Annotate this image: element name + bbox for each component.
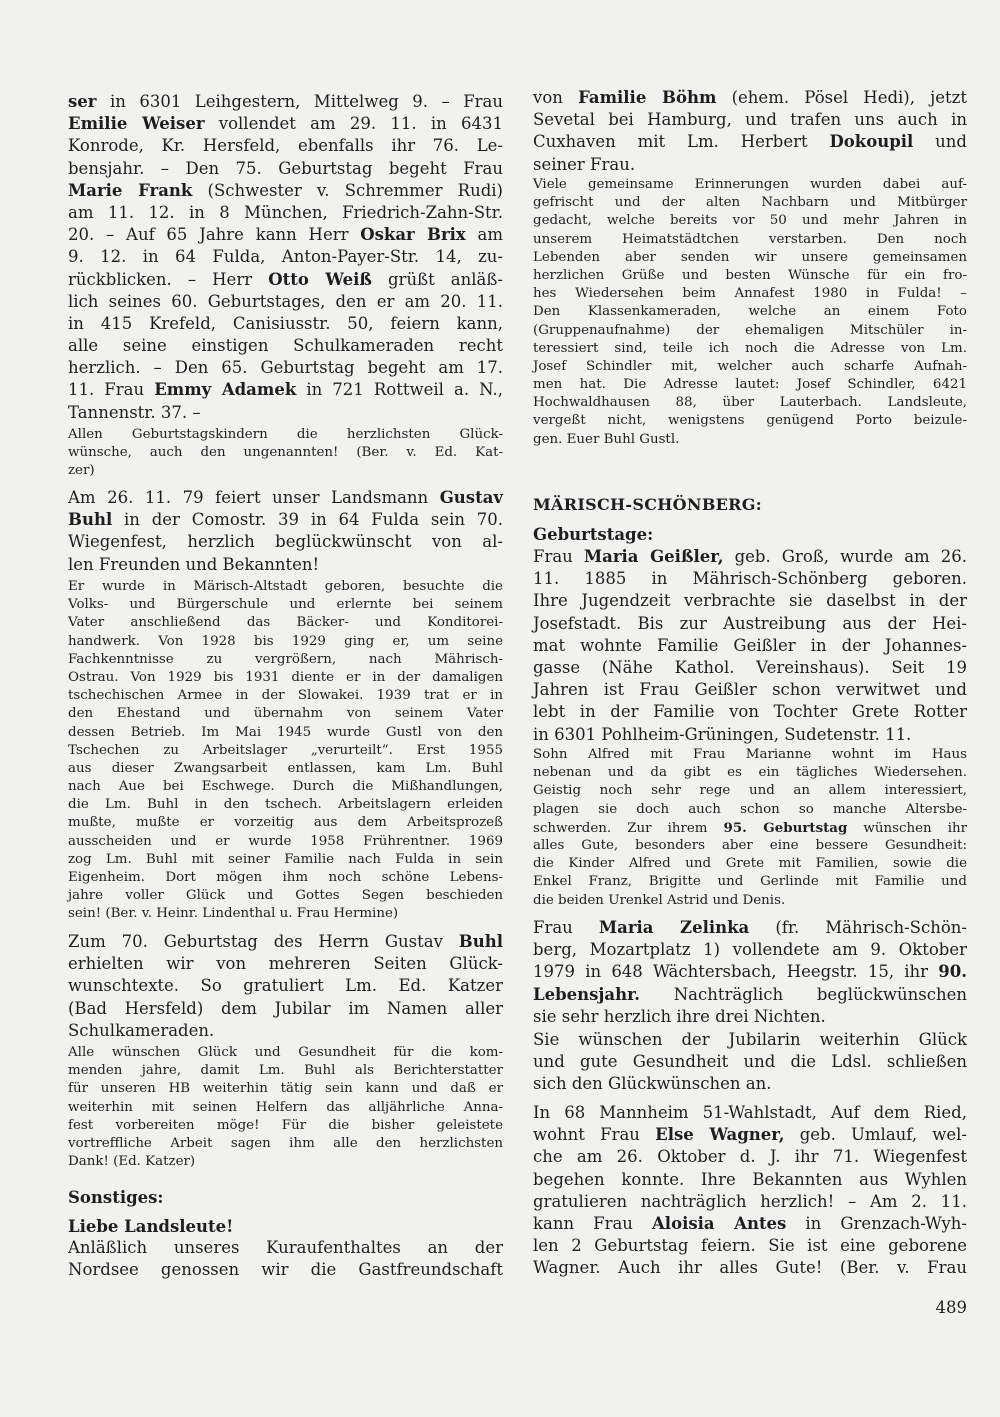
text-run: Nordsee genossen wir die Gastfreundschaft (68, 1260, 503, 1280)
text-run: Volks- und Bürgerschule und erlernte bei seinem (68, 597, 503, 613)
text-run: 11. Frau (68, 380, 155, 400)
text-run: begehen konnte. Ihre Bekannten aus Wyhlen (533, 1169, 967, 1189)
text-line (533, 939, 967, 961)
text-line (533, 285, 967, 303)
text-line (68, 1117, 503, 1135)
jubilarin-wishes-paragraph (533, 1029, 967, 1096)
text-run: Wagner. Auch ihr alles Gute! (Ber. v. Frau (533, 1258, 967, 1278)
text-run: mat wohnte Familie Geißler in der Johannes- (533, 635, 967, 655)
text-run: vollendet am 29. 11. in 6431 (204, 114, 503, 134)
text-run: in 721 Rottweil a. N., (296, 380, 504, 400)
text-line (68, 402, 503, 424)
text-line (68, 778, 503, 796)
text-line (533, 917, 967, 939)
text-line (533, 724, 967, 746)
text-run: handwerk. Von 1928 bis 1929 ging er, um seine (68, 633, 503, 649)
text-run: Er wurde in Märisch-Altstadt geboren, besuchte die (68, 579, 503, 594)
text-line (533, 1124, 967, 1146)
text-line (68, 724, 503, 742)
text-run: Cuxhaven mit Lm. Herbert (533, 132, 830, 152)
text-line (68, 357, 503, 379)
text-run: grüßt anläß- (371, 269, 503, 289)
text-line (533, 613, 967, 635)
text-run: berg, Mozartplatz 1) vollendete am 9. Oktober (533, 940, 967, 960)
text-line (68, 869, 503, 887)
text-line (68, 313, 503, 335)
text-line (68, 833, 503, 851)
text-line (533, 431, 967, 449)
text-run: unserem Heimatstädtchen verstarben. Den noch (533, 231, 967, 247)
text-line (68, 158, 503, 180)
text-line (68, 742, 503, 760)
letter-opening-paragraph (68, 1237, 503, 1281)
text-run: hes Wiedersehen beim Annafest 1980 in Fulda! – (533, 286, 967, 302)
text-line (68, 1237, 503, 1259)
birthday-congratulations-paragraph (68, 931, 503, 1042)
text-run: in der Comostr. 39 in 64 Fulda sein 70. (112, 510, 503, 530)
maria-geissler-family-note (533, 746, 967, 910)
text-run: schwerden. Zur ihrem (533, 820, 724, 836)
text-line (68, 554, 503, 576)
text-run: 1979 in 648 Wächtersbach, Heegstr. 15, ihr (533, 962, 939, 982)
letter-salutation (68, 1216, 503, 1238)
else-wagner-paragraph (533, 1102, 967, 1280)
text-run: Josef Schindler mit, welcher auch scharfe Aufnah- (533, 358, 967, 374)
text-run: weiterhin mit seinen Helfern das alljährliche Anna- (68, 1099, 503, 1115)
birthday-list-paragraph (68, 91, 503, 424)
text-run: Dank! (Ed. Katzer) (68, 1154, 196, 1170)
text-run: wünschen ihr (847, 820, 967, 836)
text-run: gedacht, welche bereits vor 50 und mehr Jahren in (533, 213, 967, 229)
bold-name: Otto Weiß (268, 269, 372, 289)
subheading-geburtstage (533, 524, 967, 546)
page-number: 489 (935, 1298, 967, 1317)
text-line (68, 633, 503, 651)
text-line (68, 614, 503, 632)
text-line (68, 931, 503, 953)
text-line (68, 269, 503, 291)
text-run: (Schwester v. Schremmer Rudi) (192, 180, 503, 200)
greetings-note (68, 426, 503, 481)
text-line (533, 376, 967, 394)
text-line (533, 303, 967, 321)
text-run: Hochwaldhausen 88, über Lauterbach. Landsleute, (533, 395, 967, 411)
text-line (68, 596, 503, 614)
text-line (533, 1213, 967, 1235)
section-heading-maerisch-schoenberg (533, 494, 967, 516)
text-line (533, 782, 967, 800)
text-run: Tannenstr. 37. – (68, 402, 201, 422)
text-line (68, 1216, 503, 1238)
text-line (533, 546, 967, 568)
text-run: Geburtstage: (533, 525, 654, 544)
text-run: den Ehestand und übernahm von seinem Vater (68, 706, 503, 722)
text-run: che am 26. Oktober d. J. ihr 71. Wiegenfest (533, 1147, 967, 1167)
text-run: die Kinder Alfred und Grete mit Familien, sowie die (533, 856, 967, 872)
text-run: für unseren HB weiterhin tätig sein kann und daß er (68, 1081, 503, 1097)
text-line (533, 837, 967, 855)
text-line (533, 1051, 967, 1073)
text-run: Am 26. 11. 79 feiert unser Landsmann (68, 488, 440, 507)
text-line (533, 873, 967, 891)
text-run: Lebenden aber senden wir unsere gemeinsamen (533, 249, 967, 265)
text-run: menden jahre, damit Lm. Buhl als Berichterstatter (68, 1063, 503, 1079)
text-line (68, 1099, 503, 1117)
text-run: Geistig noch sehr rege und an allem interessiert, (533, 783, 967, 799)
text-line (68, 760, 503, 778)
text-line (533, 746, 967, 764)
text-line (533, 892, 967, 910)
text-run: Ihre Jugendzeit verbrachte sie daselbst in der (533, 591, 967, 611)
text-line (533, 267, 967, 285)
text-line (68, 135, 503, 157)
text-run: Josefstadt. Bis zur Austreibung aus der Hei- (533, 613, 967, 633)
text-line (68, 687, 503, 705)
bold-name: 90. (938, 962, 967, 982)
text-run: zog Lm. Buhl mit seiner Familie nach Fulda in sein (68, 851, 503, 867)
text-line (533, 961, 967, 983)
text-line (533, 109, 967, 131)
text-line (68, 180, 503, 202)
text-run: in 415 Krefeld, Canisiusstr. 50, feiern kann, (68, 313, 503, 333)
text-line (68, 379, 503, 401)
bold-name: Familie Böhm (578, 88, 717, 107)
text-run: lich seines 60. Geburtstages, den er am 20. 11. (68, 291, 503, 311)
text-run: Anläßlich unseres Kuraufenthaltes an der (68, 1238, 503, 1257)
text-line (533, 1257, 967, 1279)
text-run: 11. 1885 in Mährisch-Schönberg geboren. (533, 569, 967, 589)
bold-name: Oskar Brix (360, 225, 466, 245)
text-run: Konrode, Kr. Hersfeld, ebenfalls ihr 76. Le- (68, 136, 503, 156)
text-run: In 68 Mannheim 51-Wahlstadt, Auf dem Ried, (533, 1103, 967, 1122)
text-line (533, 87, 967, 109)
text-line (68, 487, 503, 509)
text-run: Sie wünschen der Jubilarin weiterhin Glück (533, 1030, 967, 1049)
text-run: Jahren ist Frau Geißler schon verwitwet und (533, 680, 967, 700)
bold-name: Maria Zelinka (598, 918, 750, 937)
text-line (533, 154, 967, 176)
text-run: alles Gute, besonders aber eine bessere Gesundheit: (533, 837, 967, 853)
text-line (533, 1029, 967, 1051)
text-line (68, 335, 503, 357)
text-run: jahre voller Glück und Gottes Segen beschieden (68, 888, 503, 904)
text-line (68, 887, 503, 905)
text-line (68, 246, 503, 268)
text-line (533, 701, 967, 723)
text-line (68, 531, 503, 553)
gustav-buhl-announcement (68, 487, 503, 576)
text-line (533, 679, 967, 701)
text-line (68, 1062, 503, 1080)
bold-name: 95. Geburtstag (723, 819, 848, 836)
text-run: gefrischt und der alten Nachbarn und Mitbürger (533, 195, 967, 211)
text-run: len 2 Geburtstag feiern. Sie ist eine geborene (533, 1236, 967, 1256)
text-run: mußte, mußte er vorzeitig aus dem Arbeitsprozeß (68, 815, 503, 831)
text-run: gen. Euer Buhl Gustl. (533, 431, 680, 447)
text-line (533, 1006, 967, 1028)
text-run: vortreffliche Arbeit sagen ihm alle den herzlichsten (68, 1135, 503, 1151)
text-run: len Freunden und Bekannten! (68, 554, 320, 574)
text-run: Den Klassenkameraden, welche an einem Foto (533, 304, 967, 320)
text-line (533, 1169, 967, 1191)
text-run: Nachträglich beglückwünschen (640, 984, 967, 1004)
text-run: bensjahr. – Den 75. Geburtstag begeht Frau (68, 158, 503, 178)
text-line (533, 568, 967, 590)
katzer-wishes-note (68, 1044, 503, 1171)
text-run: geb. Groß, wurde am 26. (723, 547, 967, 566)
text-run: wünsche, auch den ungenannten! (Ber. v. Ed. Kat- (68, 445, 503, 461)
text-line (533, 590, 967, 612)
text-line (68, 202, 503, 224)
text-run: (ehem. Pösel Hedi), jetzt (716, 88, 967, 107)
bold-name: Marie Frank (68, 180, 193, 200)
letter-memories-note (533, 176, 967, 449)
text-run: (Bad Hersfeld) dem Jubilar im Namen aller (68, 998, 503, 1018)
text-run: Wiegenfest, herzlich beglückwünscht von al- (68, 532, 503, 552)
text-run: sich den Glückwünschen an. (533, 1074, 772, 1094)
text-run: Fachkenntnisse zu vergrößern, nach Mährisch- (68, 651, 503, 667)
text-line (533, 1146, 967, 1168)
bold-name: Lebensjahr. (533, 984, 641, 1004)
text-run: men hat. Die Adresse lautet: Josef Schindler, 6421 (533, 377, 967, 393)
bold-name: Else Wagner, (655, 1125, 785, 1145)
text-run: Alle wünschen Glück und Gesundheit für die kom- (68, 1045, 503, 1060)
text-run: Zum 70. Geburtstag des Herrn Gustav (68, 932, 459, 951)
text-run: erhielten wir von mehreren Seiten Glück- (68, 954, 503, 974)
maria-geissler-paragraph (533, 546, 967, 746)
text-run: vergeßt nicht, wenigstens genügend Porto beizule- (533, 413, 967, 429)
text-line (68, 91, 503, 113)
text-line (533, 412, 967, 430)
text-run: herzlich. – Den 65. Geburtstag begeht am 17. (68, 358, 503, 378)
text-line (68, 1187, 503, 1209)
text-run: am (465, 225, 503, 245)
text-line (68, 1020, 503, 1042)
text-run: sie sehr herzlich ihre drei Nichten. (533, 1006, 826, 1026)
text-line (68, 1259, 503, 1281)
bold-name: Maria Geißler, (583, 547, 724, 566)
text-line (68, 669, 503, 687)
text-run: in 6301 Leihgestern, Mittelweg 9. – Frau (96, 92, 503, 111)
text-line (68, 426, 503, 444)
text-run: sein! (Ber. v. Heinr. Lindenthal u. Frau Hermine) (68, 906, 399, 922)
bold-name: ser (68, 92, 97, 111)
text-line (533, 212, 967, 230)
text-line (533, 1191, 967, 1213)
text-line (533, 131, 967, 153)
text-line (533, 1235, 967, 1257)
text-line (68, 953, 503, 975)
text-run: gasse (Nähe Kathol. Vereinshaus). Seit 19 (533, 657, 967, 677)
text-line (533, 984, 967, 1006)
text-run: aus dieser Zwangsarbeit entlassen, kam Lm. Buhl (68, 760, 503, 776)
text-run: Ostrau. Von 1929 bis 1931 diente er in der damaligen (68, 669, 503, 685)
text-line (533, 394, 967, 412)
text-line (533, 1073, 967, 1095)
text-run: Schulkameraden. (68, 1020, 215, 1040)
text-run: die Lm. Buhl in den tschech. Arbeitslagern erleiden (68, 797, 503, 813)
text-line (68, 998, 503, 1020)
text-run: wunschtexte. So gratuliert Lm. Ed. Katzer (68, 976, 503, 996)
text-line (68, 462, 503, 480)
text-run: plagen sie doch auch schon so manche Altersbe- (533, 801, 967, 817)
text-run: (fr. Mährisch-Schön- (749, 918, 967, 937)
text-line (68, 1044, 503, 1062)
text-run: nebenan und da gibt es ein tägliches Wiedersehen. (533, 765, 967, 781)
letter-continuation-paragraph (533, 87, 967, 176)
text-run: seiner Frau. (533, 154, 636, 174)
text-run: gratulieren nachträglich herzlich! – Am 2. 11. (533, 1191, 967, 1211)
text-line (533, 340, 967, 358)
text-line (68, 444, 503, 462)
text-line (533, 249, 967, 267)
text-line (68, 705, 503, 723)
text-run: Sonstiges: (68, 1188, 164, 1207)
text-line (533, 524, 967, 546)
text-line (68, 224, 503, 246)
text-line (68, 975, 503, 997)
text-run: geb. Umlauf, wel- (784, 1125, 967, 1145)
text-run: Vater anschließend das Bäcker- und Konditorei- (68, 615, 503, 631)
text-line (533, 855, 967, 873)
bold-name: Aloisia Antes (652, 1213, 787, 1233)
text-run: dessen Betrieb. Im Mai 1945 wurde Gustl von den (68, 724, 503, 740)
text-run: ausscheiden und er wurde 1958 Frührentner. 1969 (68, 833, 503, 849)
text-run: und gute Gesundheit und die Ldsl. schließen (533, 1052, 967, 1072)
gustav-buhl-biography (68, 578, 503, 924)
text-line (533, 231, 967, 249)
text-line (533, 176, 967, 194)
text-line (68, 651, 503, 669)
text-line (533, 764, 967, 782)
text-run: Sevetal bei Hamburg, und trafen uns auch in (533, 110, 967, 130)
text-run: nach Aue bei Eschwege. Durch die Mißhandlungen, (68, 779, 503, 795)
text-line (533, 819, 967, 837)
text-line (68, 113, 503, 135)
text-run: rückblicken. – Herr (68, 269, 269, 289)
bold-name: Gustav (439, 488, 503, 507)
text-run: Eigenheim. Dort mögen ihm noch schöne Lebens- (68, 870, 503, 885)
text-run: tschechischen Armee in der Slowakei. 1939 trat er in (68, 688, 503, 704)
text-run: Viele gemeinsame Erinnerungen wurden dabei auf- (533, 177, 967, 192)
text-run: Sohn Alfred mit Frau Marianne wohnt im Haus (533, 747, 967, 762)
text-line (533, 635, 967, 657)
text-run: 9. 12. in 64 Fulda, Anton-Payer-Str. 14, zu- (68, 247, 503, 267)
section-heading-sonstiges (68, 1187, 503, 1209)
text-run: von (533, 88, 579, 107)
text-line (68, 851, 503, 869)
text-line (68, 1135, 503, 1153)
text-line (533, 322, 967, 340)
text-line (68, 796, 503, 814)
text-line (68, 1153, 503, 1171)
text-line (533, 194, 967, 212)
bold-name: Emilie Weiser (68, 114, 205, 134)
text-line (68, 905, 503, 923)
text-run: Liebe Landsleute! (68, 1217, 234, 1236)
text-line (533, 657, 967, 679)
text-run: (Gruppenaufnahme) der ehemaligen Mitschüler in- (533, 322, 967, 338)
text-line (68, 578, 503, 596)
bold-name: Dokoupil (829, 132, 914, 152)
text-run: Frau (533, 547, 584, 566)
text-run: Frau (533, 918, 599, 937)
text-run: lebt in der Familie von Tochter Grete Rotter (533, 702, 967, 722)
text-run: wohnt Frau (533, 1125, 656, 1145)
text-line (68, 509, 503, 531)
bold-name: Buhl (458, 932, 503, 951)
text-line (533, 358, 967, 376)
text-line (533, 494, 967, 516)
text-run: herzlichen Grüße und besten Wünsche für ein fro- (533, 267, 967, 283)
text-run: in Grenzach-Wyh- (786, 1213, 968, 1233)
bold-name: Buhl (68, 510, 113, 530)
text-run: Allen Geburtstagskindern die herzlichsten Glück- (68, 427, 503, 442)
text-run: am 11. 12. in 8 München, Friedrich-Zahn-Str. (68, 202, 503, 222)
text-run: und (913, 132, 967, 152)
text-run: die beiden Urenkel Astrid und Denis. (533, 892, 786, 908)
text-line (68, 291, 503, 313)
text-run: alle seine einstigen Schulkameraden recht (68, 336, 503, 356)
text-line (533, 801, 967, 819)
text-line (533, 1102, 967, 1124)
text-run: fest vorbereiten möge! Für die bisher geleistete (68, 1117, 503, 1133)
text-run: teressiert sind, teile ich noch die Adresse von Lm. (533, 340, 967, 356)
text-line (68, 1080, 503, 1098)
text-run: Tschechen zu Arbeitslager „verurteilt“. Erst 1955 (68, 742, 503, 758)
text-run: kann Frau (533, 1213, 652, 1233)
text-line (68, 814, 503, 832)
text-run: Enkel Franz, Brigitte und Gerlinde mit Familie und (533, 874, 967, 890)
text-run: in 6301 Pohlheim-Grüningen, Sudetenstr. 11. (533, 724, 912, 744)
text-run: MÄRISCH-SCHÖNBERG: (533, 495, 762, 514)
text-run: 20. – Auf 65 Jahre kann Herr (68, 225, 361, 245)
maria-zelinka-paragraph (533, 917, 967, 1028)
text-run: zer) (68, 463, 95, 479)
bold-name: Emmy Adamek (154, 380, 297, 400)
